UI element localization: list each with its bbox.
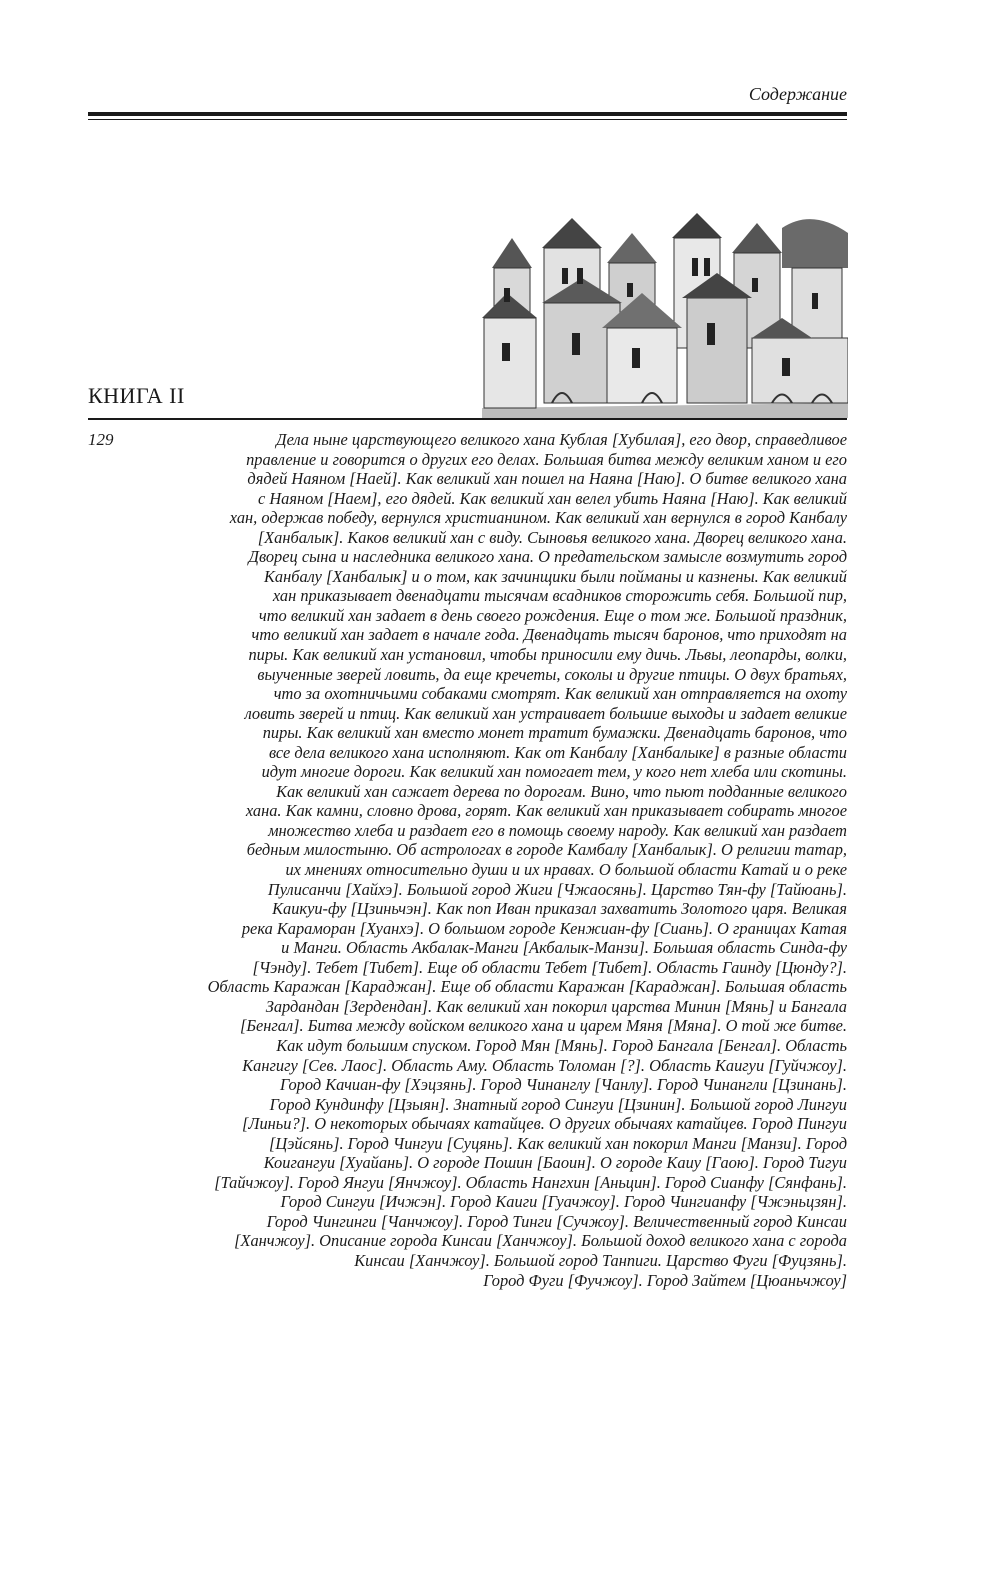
medieval-city-engraving-icon [482, 208, 848, 418]
text-line: Город Сингуи [Ичжэн]. Город Каиги [Гуачжоу]. Город Чингианфу [Чжэньцзян]. [280, 1192, 847, 1212]
text-line: дядей Наяном [Наей]. Как великий хан пошел на Наяна [Наю]. О битве великого хана [247, 469, 847, 489]
text-line: Канбалу [Ханбалык] и о том, как зачинщики были пойманы и казнены. Как великий [264, 566, 847, 586]
page-number: 129 [88, 430, 114, 449]
text-line: Город Чингинги [Чанчжоу]. Город Тинги [Сучжоу]. Величественный город Кинсаи [266, 1211, 847, 1231]
text-line: Дела ныне царствующего великого хана Кублая [Хубилая], его двор, справедливое [276, 430, 847, 449]
text-line: что великий хан задает в день своего рождения. Еще о том же. Большой праздник, [258, 605, 847, 625]
text-line: Как великий хан сажает дерева по дорогам. Вино, что пьют подданные великого [276, 781, 847, 801]
text-line: [Цэйсянь]. Город Чингуи [Суцянь]. Как великий хан покорил Манги [Манзи]. Город [268, 1133, 847, 1153]
text-line: с Наяном [Наем], его дядей. Как великий хан велел убить Наяна [Наю]. Как великий [257, 488, 847, 508]
running-head: Содержание [748, 84, 847, 104]
book-title: КНИГА II [88, 383, 185, 408]
text-line: [Тайчжоу]. Город Янгуи [Янчжоу]. Область Нангхин [Аньцин]. Город Сианфу [Сянфань]. [214, 1172, 847, 1192]
text-line: Город Кундинфу [Цзыян]. Знатный город Сингуи [Цзинин]. Большой город Лингуи [269, 1094, 847, 1114]
text-line: и Манги. Область Акбалак-Манги [Акбалык-Манзи]. Большая область Синда-фу [281, 938, 847, 958]
text-line: что за охотничьими собаками смотрят. Как великий хан отправляется на охоту [273, 684, 847, 704]
text-line: Город Фуги [Фучжоу]. Город Зайтем [Цюаньчжоу] [483, 1270, 847, 1290]
text-line: хана. Как камни, словно дрова, горят. Как великий хан приказывает собирать многое [245, 801, 847, 821]
city-illustration [482, 208, 848, 418]
text-line: множество хлеба и раздает его в помощь своему народу. Как великий хан раздает [268, 820, 847, 840]
title-rule [88, 418, 847, 420]
header-rule-thin [88, 119, 847, 120]
text-line: бедным милостыню. Об астрологах в городе Камбалу [Ханбалык]. О религии татар, [246, 840, 847, 860]
text-line: [Линьи?]. О некоторых обычаях катайцев. О других обычаях катайцев. Город Пингуи [241, 1114, 847, 1134]
text-line: что великий хан задает в начале года. Двенадцать тысяч баронов, что приходят на [251, 625, 847, 645]
text-line: правление и говорится о других его делах. Большая битва между великим ханом и его [246, 449, 847, 469]
text-line: Город Качиан-фу [Хэцзянь]. Город Чинанглу [Чанлу]. Город Чинангли [Цзинань]. [280, 1075, 847, 1095]
text-line: Как идут большим спуском. Город Мян [Мянь]. Город Бангала [Бенгал]. Область [276, 1035, 847, 1055]
text-line: Область Каражан [Караджан]. Еще об области Каражан [Караджан]. Большая область [207, 977, 847, 997]
text-line: пиры. Как великий хан установил, чтобы приносили ему дичь. Львы, леопарды, волки, [248, 645, 847, 665]
text-line: их мнениях относительно души и их нравах. О большой области Катай и о реке [285, 860, 847, 880]
text-line: пиры. Как великий хан вместо монет тратит бумажки. Двенадцать баронов, что [262, 723, 847, 743]
text-line: Кинсаи [Ханчжоу]. Большой город Танпиги. Царство Фуги [Фуцзянь]. [354, 1250, 847, 1270]
contents-text [140, 430, 847, 1290]
text-line: все дела великого хана исполняют. Как от Канбалу [Ханбалыке] в разные области [268, 742, 847, 762]
text-line: Пулисанчи [Хайхэ]. Большой город Жиги [Чжаосянь]. Царство Тян-фу [Тайюань]. [267, 879, 847, 899]
text-line: [Бенгал]. Битва между войском великого хана и царем Мяня [Мяна]. О той же битве. [239, 1016, 847, 1036]
text-line: Зардандан [Зердендан]. Как великий хан покорил царства Минин [Мянь] и Бангала [265, 996, 847, 1016]
text-line: [Ханбалык]. Каков великий хан с виду. Сыновья великого хана. Дворец великого хана. [257, 527, 847, 547]
text-line: Каикуи-фу [Цзиньчэн]. Как поп Иван приказал захватить Золотого царя. Великая [272, 899, 847, 919]
text-line: река Караморан [Хуанхэ]. О большом городе Кенжиан-фу [Сиань]. О границах Катая [241, 918, 847, 938]
text-line: Коигангуи [Хуайань]. О городе Пошин [Баоин]. О городе Каиу [Гаою]. Город Тигуи [263, 1153, 847, 1173]
text-line: [Ханчжоу]. Описание города Кинсаи [Ханчжоу]. Большой доход великого хана с города [234, 1231, 847, 1251]
text-line: идут многие дороги. Как великий хан помогает тем, у кого нет хлеба или скотины. [261, 762, 847, 782]
header-rule-thick [88, 112, 847, 116]
text-line: [Чэнду]. Тебет [Тибет]. Еще об области Тебет [Тибет]. Область Гаинду [Цюнду?]. [252, 957, 847, 977]
text-line: хан, одержав победу, вернулся христианином. Как великий хан вернулся в город Канбалу [229, 508, 847, 528]
text-line: выученные зверей ловить, да еще кречеты, соколы и другие птицы. О двух братьях, [257, 664, 847, 684]
text-line: Кангигу [Сев. Лаос]. Область Аму. Область Толоман [?]. Область Каигуи [Гуйчжоу]. [242, 1055, 847, 1075]
text-line: хан приказывает двенадцати тысячам всадников сторожить себя. Большой пир, [272, 586, 847, 606]
text-line: Дворец сына и наследника великого хана. О предательском замысле возмутить город [248, 547, 847, 567]
text-line: ловить зверей и птиц. Как великий хан устраивает большие выходы и задает великие [244, 703, 847, 723]
